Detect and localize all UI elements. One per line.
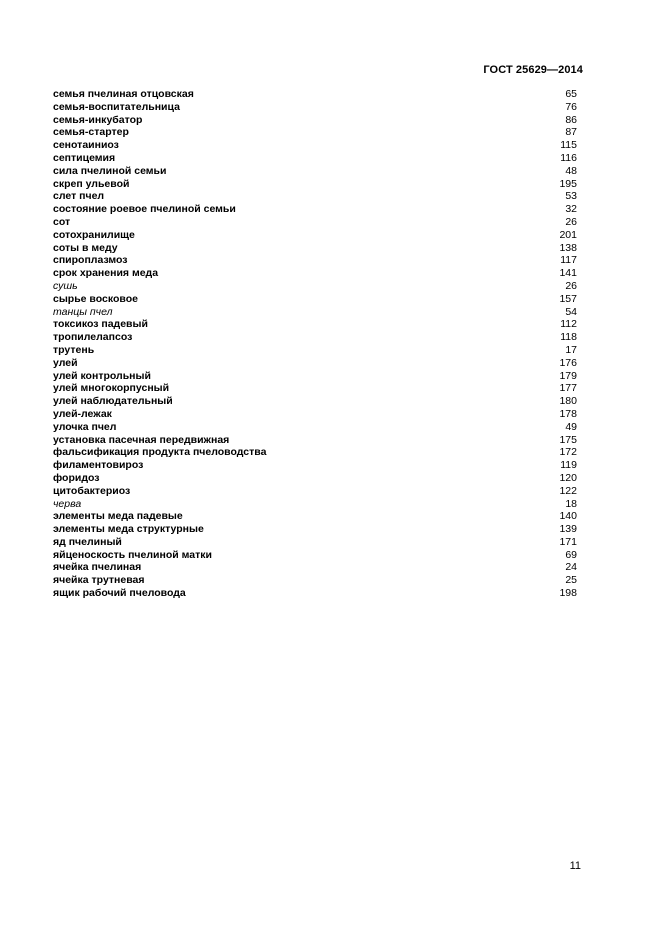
index-term: улочка пчел <box>53 420 117 433</box>
index-term: септицемия <box>53 151 116 164</box>
index-term: ячейка пчелиная <box>53 561 142 574</box>
index-entry <box>53 370 577 383</box>
index-page-ref: 141 <box>559 267 577 280</box>
index-entry <box>53 523 577 536</box>
index-page-ref: 176 <box>559 356 577 369</box>
index-term: улей многокорпусный <box>53 382 170 395</box>
index-page-ref: 118 <box>560 331 577 344</box>
index-entry <box>53 472 577 485</box>
index-page-ref: 25 <box>565 574 577 587</box>
index-entry <box>53 485 577 498</box>
index-page-ref: 172 <box>559 446 577 459</box>
index-page-ref: 69 <box>565 548 577 561</box>
index-page-ref: 65 <box>565 88 577 100</box>
index-term: яйценоскость пчелиной матки <box>53 548 212 561</box>
index-page-ref: 140 <box>559 510 577 523</box>
index-term: сот <box>53 215 71 228</box>
index-entry <box>53 574 577 587</box>
document-header: ГОСТ 25629—2014 <box>483 64 583 76</box>
index-term: токсикоз падевый <box>53 318 148 331</box>
index-term: черва <box>53 497 82 510</box>
index-term: соты в меду <box>53 241 118 254</box>
index-page-ref: 24 <box>565 561 577 574</box>
index-page-ref: 171 <box>559 535 577 548</box>
page-number: 11 <box>569 860 581 872</box>
index-page-ref: 120 <box>559 471 577 484</box>
index-term: семья-стартер <box>53 126 129 139</box>
index-entry <box>53 498 577 511</box>
index-term: цитобактериоз <box>53 484 131 497</box>
index-page-ref: 112 <box>560 318 577 331</box>
index-entry <box>53 178 577 191</box>
index-page-ref: 177 <box>559 382 577 395</box>
index-page-ref: 53 <box>565 190 577 203</box>
index-entry <box>53 114 577 127</box>
index-page-ref: 157 <box>559 292 577 305</box>
index-page-ref: 54 <box>565 305 577 318</box>
index-term: спироплазмоз <box>53 254 128 267</box>
index-page-ref: 115 <box>560 139 577 152</box>
index-entry <box>53 434 577 447</box>
index-entry <box>53 88 577 101</box>
index-term: яд пчелиный <box>53 535 122 548</box>
index-term: форидоз <box>53 471 100 484</box>
index-entry <box>53 152 577 165</box>
index-entry <box>53 306 577 319</box>
index-term: танцы пчел <box>53 305 113 318</box>
index-term: семья-воспитательница <box>53 100 180 113</box>
index-page-ref: 139 <box>559 523 577 536</box>
index-page-ref: 175 <box>559 433 577 446</box>
index-page-ref: 49 <box>565 420 577 433</box>
index-page-ref: 138 <box>559 241 577 254</box>
index-term: сенотаиниоз <box>53 139 119 152</box>
index-term: семья пчелиная отцовская <box>53 88 194 100</box>
index-entry <box>53 536 577 549</box>
index-page-ref: 116 <box>560 151 577 164</box>
index-page-ref: 178 <box>559 407 577 420</box>
index-entry <box>53 254 577 267</box>
index-term: срок хранения меда <box>53 267 159 280</box>
index-page-ref: 119 <box>560 459 577 472</box>
index-entry <box>53 421 577 434</box>
index-entry <box>53 229 577 242</box>
index-entry <box>53 331 577 344</box>
index-term: состояние роевое пчелиной семьи <box>53 203 236 216</box>
index-term: улей-лежак <box>53 407 112 420</box>
index-term: сотохранилище <box>53 228 135 241</box>
index-term: семья-инкубатор <box>53 113 143 126</box>
index-page-ref: 180 <box>559 395 577 408</box>
index-entry <box>53 395 577 408</box>
index-entry <box>53 408 577 421</box>
index-page-ref: 26 <box>565 215 577 228</box>
index-entry <box>53 561 577 574</box>
index-entry <box>53 510 577 523</box>
index-entry <box>53 549 577 562</box>
index-entry <box>53 344 577 357</box>
index-page-ref: 17 <box>565 343 577 356</box>
index-term: ящик рабочий пчеловода <box>53 587 186 600</box>
index-entry <box>53 101 577 114</box>
index-page-ref: 201 <box>559 228 577 241</box>
index-term: элементы меда структурные <box>53 523 204 536</box>
index-page-ref: 18 <box>565 497 577 510</box>
index-entry <box>53 446 577 459</box>
index-entry <box>53 357 577 370</box>
index-term: улей контрольный <box>53 369 151 382</box>
index-entry <box>53 216 577 229</box>
index-page-ref: 32 <box>565 203 577 216</box>
index-entry <box>53 203 577 216</box>
index-term: тропилелапсоз <box>53 331 133 344</box>
index-entry <box>53 293 577 306</box>
index-entry <box>53 190 577 203</box>
index-page-ref: 179 <box>559 369 577 382</box>
index-entry <box>53 382 577 395</box>
index-entry <box>53 280 577 293</box>
index-page-ref: 86 <box>565 113 577 126</box>
index-term: сырье восковое <box>53 292 138 305</box>
index-term: ячейка трутневая <box>53 574 145 587</box>
index-page-ref: 26 <box>565 279 577 292</box>
index-term: элементы меда падевые <box>53 510 183 523</box>
index-term: трутень <box>53 343 95 356</box>
index-entry <box>53 267 577 280</box>
index-term: слет пчел <box>53 190 105 203</box>
index-entry <box>53 459 577 472</box>
index-list <box>53 88 577 600</box>
index-term: улей наблюдательный <box>53 395 173 408</box>
index-entry <box>53 318 577 331</box>
index-term: скреп ульевой <box>53 177 130 190</box>
index-term: установка пасечная передвижная <box>53 433 230 446</box>
index-entry <box>53 242 577 255</box>
index-page-ref: 195 <box>559 177 577 190</box>
index-page-ref: 48 <box>565 164 577 177</box>
index-term: филаментовироз <box>53 459 144 472</box>
index-page-ref: 117 <box>560 254 577 267</box>
index-page-ref: 87 <box>565 126 577 139</box>
index-term: улей <box>53 356 78 369</box>
index-term: сила пчелиной семьи <box>53 164 167 177</box>
index-page-ref: 122 <box>559 484 577 497</box>
index-entry <box>53 587 577 600</box>
index-term: сушь <box>53 279 78 292</box>
index-entry <box>53 139 577 152</box>
index-page-ref: 76 <box>565 100 577 113</box>
index-term: фальсификация продукта пчеловодства <box>53 446 267 459</box>
index-entry <box>53 165 577 178</box>
index-entry <box>53 126 577 139</box>
index-page-ref: 198 <box>559 587 577 600</box>
